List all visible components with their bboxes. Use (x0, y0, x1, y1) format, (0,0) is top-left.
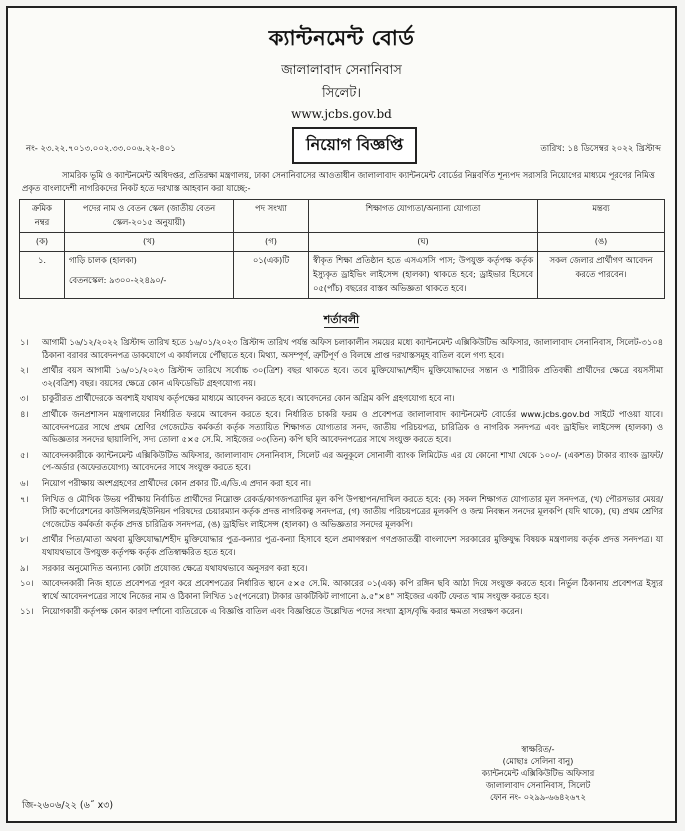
header-count: পদ সংখ্যা (234, 200, 309, 233)
intro-paragraph: সামরিক ভূমি ও ক্যান্টনমেন্ট অধিদপ্তর, প্রতিরক্ষা মন্ত্রণালয়, ঢাকা সেনানিবাসের আওতাধীন জালালাবাদ ক্যান্টনমেন্ট বোর্ডের নিম্নবর্ণিত শূন্যপদ সরাসরি নিয়োগের মাধ্যমে পূরণের নিমিত্ত প্রকৃত বাংলাদেশী নাগরিকদের নিকট হতে দরখাস্ত আহবান করা যাচ্ছে:- (22, 170, 655, 193)
cell-count: ০১(এক)টি (234, 252, 309, 299)
table-colid-row (20, 233, 665, 252)
colid: (ক) (20, 233, 65, 252)
terms-title-text: শর্তাবলী (323, 313, 360, 326)
term-number: ৫। (20, 449, 29, 460)
list-item (20, 336, 663, 361)
term-number: ৩। (20, 393, 29, 404)
table-row (20, 252, 665, 299)
term-text: সরকার অনুমোদিত অন্যান্য কোটা প্রযোজ্য ক্ষেত্রে যথাযথভাবে অনুসরণ করা হবে। (42, 562, 308, 573)
list-item (20, 408, 663, 446)
list-item (20, 493, 663, 531)
term-text: আগামী ১৬/১২/২০২২ খ্রিস্টাব্দ তারিখ হতে ১৬/০১/২০২৩ খ্রিস্টাব্দ তারিখ পর্যন্ত অফিস চলাকালীন সময়ের মধ্যে ক্যান্টনমেন্ট এক্সিকিউটিভ অফিসার, জালালাবাদ সেনানিবাস, সিলেট-৩১০৪ ঠিকানা বরাবর আবেদনপত্র ডাকযোগে এ কার্যালয়ে পৌঁছাতে হবে। মিথ্যা, অসম্পূর্ণ, ত্রুটিপূর্ণ ও বিলম্বে প্রাপ্ত দরখাস্তসমূহ বাতিল বলে গণ্য হবে। (42, 337, 663, 360)
post-scale: বেতনস্কেল: ৯৩০০-২২৪৯০/- (69, 275, 167, 285)
term-number: ৯। (20, 562, 29, 573)
list-item (20, 449, 663, 474)
colid: (খ) (65, 233, 234, 252)
notice-date: তারিখ: ১৪ ডিসেম্বর ২০২২ খ্রিস্টাব্দ (540, 144, 661, 154)
list-item (20, 562, 663, 575)
term-text: চাকুরীরত প্রার্থীদেরকে অবশ্যই যথাযথ কর্তৃপক্ষের মাধ্যমে আবেদন করতে হবে। আবেদনের কোন অগ্রিম কপি গ্রহণযোগ্য হবে না। (42, 393, 455, 404)
term-number: ১। (20, 337, 29, 347)
colid: (গ) (234, 233, 309, 252)
header-qualification: শিক্ষাগত যোগ্যতা/অন্যান্য যোগ্যতা (309, 200, 538, 233)
post-name: গাড়ি চালক (হালকা) (69, 255, 137, 265)
vacancy-table (19, 199, 665, 299)
term-text: প্রার্থীর বয়স আগামী ১৬/০১/২০২৩ খ্রিস্টাব্দ তারিখে সর্বোচ্চ ৩০(ত্রিশ) বছর থাকতে হবে। তবে মুক্তিযোদ্ধা/শহীদ মুক্তিযোদ্ধাদের সন্তান ও শারীরিক প্রতিবন্ধী প্রার্থীদের ক্ষেত্রে বয়সসীমা ৩২(বত্রিশ) বছর। বয়সের ক্ষেত্রে কোন এফিডেভিট গ্রহণযোগ্য নয়। (42, 365, 663, 388)
list-item (20, 605, 663, 618)
signatory-name: (মোছাঃ সেলিনা বানু) (502, 756, 574, 766)
header-serial: ক্রমিক নম্বর (20, 200, 65, 233)
term-text: আবেদনকারীকে ক্যান্টনমেন্ট এক্সিকিউটিভ অফিসার, জালালাবাদ সেনানিবাস, সিলেট এর অনুকূলে সোনালী ব্যাংক লিমিটেড এর যে কোনো শাখা থেকে ১০০/- (একশত) টাকার ব্যাংক ড্রাফট/পে-অর্ডার (অফেরতযোগ্য) আবেদনের সাথে সংযুক্ত করতে হবে। (42, 449, 663, 473)
term-text: নিয়োগ পরীক্ষায় অংশগ্রহণের প্রার্থীদের কোন প্রকার টি.এ/ডি.এ প্রদান করা হবে না। (42, 477, 311, 488)
notice-frame (6, 6, 677, 823)
ref-row (16, 127, 667, 161)
list-item (20, 577, 663, 602)
signed-label: স্বাক্ষরিত/- (521, 744, 555, 754)
term-number: ১০। (20, 578, 34, 589)
notice-title: নিয়োগ বিজ্ঞপ্তি (292, 127, 417, 164)
term-number: ২। (20, 365, 29, 376)
colid: (ঘ) (309, 233, 538, 252)
cell-serial: ১. (20, 252, 65, 299)
term-number: ১১। (20, 606, 34, 617)
cell-qualification: স্বীকৃত শিক্ষা প্রতিষ্ঠান হতে এসএসসি পাস; উপযুক্ত কর্তৃপক্ষ কর্তৃক ইস্যুকৃত ড্রাইভিং লাইসেন্স (হালকা) থাকতে হবে; ড্রাইভার হিসেবে ০৫(পাঁচ) বছরের বাস্তব অভিজ্ঞতা থাকতে হবে। (309, 252, 538, 299)
terms-title (16, 311, 667, 330)
list-item (20, 477, 663, 490)
colid: (ঙ) (538, 233, 665, 252)
terms-list (20, 336, 663, 618)
list-item (20, 533, 663, 558)
term-number: ৭। (20, 493, 29, 504)
term-text: নিয়োগকারী কর্তৃপক্ষ কোন কারণ দর্শানো ব্যতিরেকে এ বিজ্ঞপ্তি বাতিল এবং বিজ্ঞপ্তিতে উল্লেখিত পদের সংখ্যা হ্রাস/বৃদ্ধি করার ক্ষমতা সংরক্ষণ করেন। (42, 606, 523, 617)
signature-block (438, 743, 638, 803)
term-text: লিখিত ও মৌখিক উভয় পরীক্ষায় নির্বাচিত প্রার্থীদের নিম্নোক্ত রেকর্ড/কাগজপত্রাদির মূল কপি উপস্থাপন/দাখিল করতে হবে: (ক) সকল শিক্ষাগত যোগ্যতার মূল সনদপত্র, (খ) পৌরসভার মেয়র/সিটি কর্পোরেশনের কাউন্সিলর/ইউনিয়ন পরিষদের চেয়ারম্যান কর্তৃক প্রদত্ত নাগরিকত্ব সনদপত্র, (গ) জাতীয় পরিচয়পত্রের মূলকপি ও জন্ম নিবন্ধন সনদের মূলকপি (যদি থাকে), (ঘ) প্রথম শ্রেণির গেজেটেড কর্মকর্তা কর্তৃক প্রদত্ত চারিত্রিক সনদপত্র, (ঙ) ড্রাইভিং লাইসেন্স (হালকা) ও অভিজ্ঞতার সনদের মূলকপি। (42, 493, 663, 529)
table-header-row (20, 200, 665, 233)
header-remarks: মন্তব্য (538, 200, 665, 233)
signatory-phone: ফোন নং- ০২৯৯-৬৬৪২৬৭২ (490, 792, 586, 802)
list-item (20, 392, 663, 405)
header-post: পদের নাম ও বেতন স্কেল (জাতীয় বেতন স্কেল-২০১৫ অনুযায়ী) (65, 200, 234, 233)
ref-number: নং- ২৩.২২.৭০১৩.০০২.৩৩.০০৬.২২-৪০১ (26, 144, 176, 154)
cell-remarks: সকল জেলার প্রার্থীগণ আবেদন করতে পারবেন। (538, 252, 665, 299)
org-place: জালালাবাদ সেনানিবাস (281, 63, 402, 78)
gd-code: জি-২৬০৬/২২ (৬˝ x৩) (22, 800, 114, 811)
term-text: প্রার্থীর পিতা/মাতা অথবা মুক্তিযোদ্ধা/শহীদ মুক্তিযোদ্ধার পুত্র-কন্যার পুত্র-কন্যা হিসাবে হলে প্রমাণস্বরূপ গণপ্রজাতন্ত্রী বাংলাদেশ সরকারের মুক্তিযুদ্ধ বিষয়ক মন্ত্রণালয় কর্তৃক প্রদত্ত সনদপত্র। যা যথাযথভাবে উপযুক্ত কর্তৃপক্ষ কর্তৃক প্রতিস্বাক্ষরিত হতে হবে। (42, 534, 663, 557)
org-name: ক্যান্টনমেন্ট বোর্ড (268, 26, 415, 50)
term-text: আবেদনকারী নিজ হাতে প্রবেশপত্র পূরণ করে প্রবেশপত্রের নির্ধারিত স্থানে ৫×৫ সে.মি. আকারের ০১(এক) কপি রঙ্গিন ছবি আঠা দিয়ে সংযুক্ত করতে হবে। নির্ভুল ঠিকানায় প্রবেশপত্র ইস্যুর স্বার্থে আবেদনপত্রের সাথে নিজের নাম ও ঠিকানা লিখিত ১৫(পনেরো) টাকার ডাকটিকিট লাগানো ৯.৫"×৪" সাইজের একটি ফেরত খাম সংযুক্ত করতে হবে। (42, 578, 663, 601)
term-number: ৮। (20, 534, 29, 545)
signatory-office: জালালাবাদ সেনানিবাস, সিলেট (485, 780, 591, 790)
notice-body (16, 18, 667, 621)
signatory-designation: ক্যান্টনমেন্ট এক্সিকিউটিভ অফিসার (481, 768, 595, 778)
term-number: ৬। (20, 477, 29, 488)
term-number: ৪। (20, 408, 29, 419)
org-city: সিলেট। (322, 86, 361, 101)
term-text: প্রার্থীকে জনপ্রশাসন মন্ত্রণালয়ের নির্ধারিত ফরমে আবেদন করতে হবে। নির্ধারিত চাকরি ফরম ও প্রবেশপত্র জালালাবাদ ক্যান্টনমেন্ট বোর্ডের www.jcbs.gov.bd সাইটে পাওয়া যাবে। আবেদনপত্রের সাথে প্রথম শ্রেণির গেজেটেড কর্মকর্তা কর্তৃক সত্যায়িত শিক্ষাগত যোগ্যতার সনদ, জাতীয় পরিচয়পত্র, চারিত্রিক ও নাগরিক সনদপত্র এবং ড্রাইভিং লাইসেন্স (হালকা) ও অভিজ্ঞতার সনদের ছায়ালিপি, সদ্য তোলা ৫×৫ সে.মি. সাইজের ০৩(তিন) কপি ছবি আবেদনপত্রের সাথে সংযুক্ত করতে হবে। (42, 408, 663, 445)
list-item (20, 364, 663, 389)
org-website[interactable]: www.jcbs.gov.bd (291, 107, 392, 121)
cell-post (65, 252, 234, 299)
